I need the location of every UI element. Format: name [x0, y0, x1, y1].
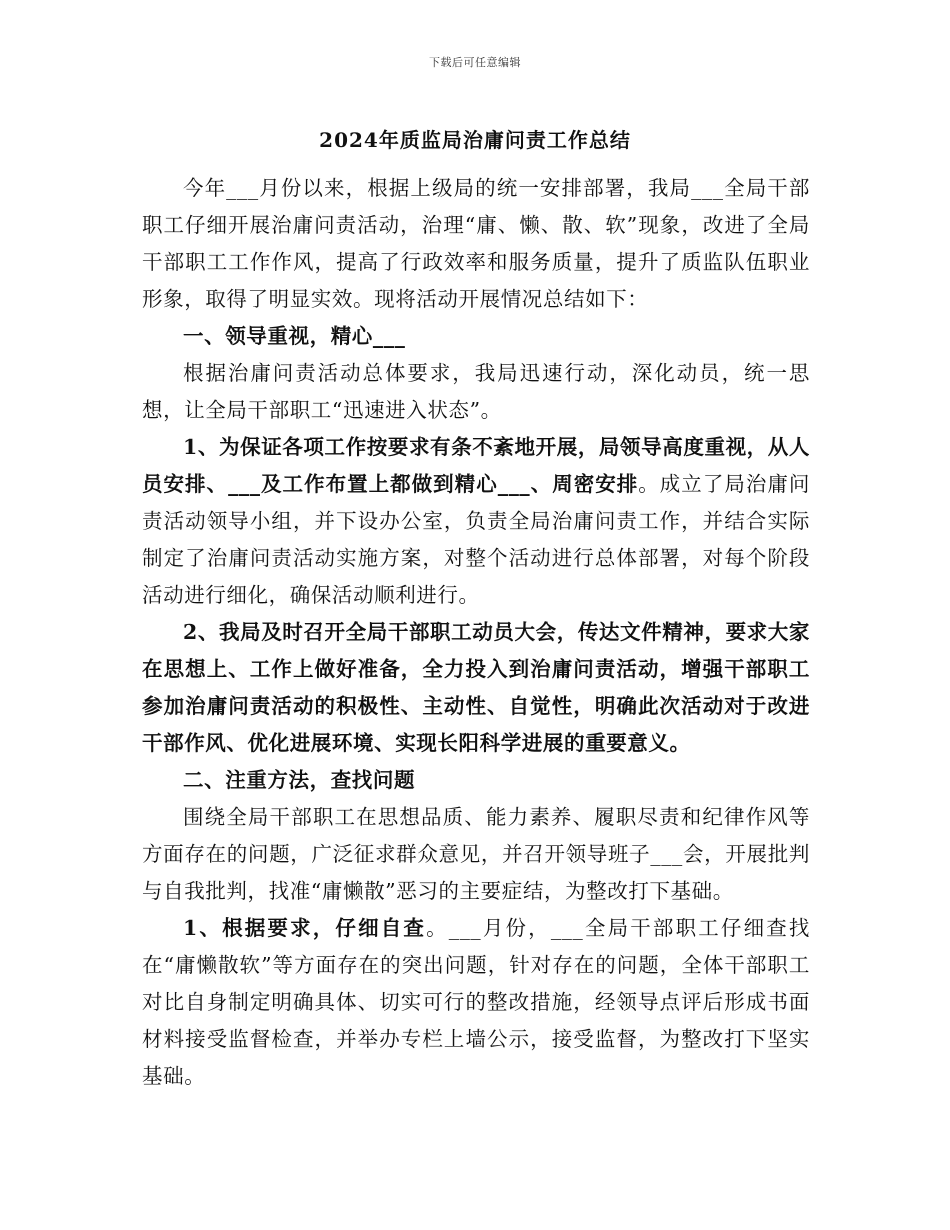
paragraph-text: 根据治庸问责活动总体要求，我局迅速行动，深化动员，统一思想，让全局干部职工“迅速进入状态”。 — [142, 361, 810, 422]
paragraph-text: 。___月份，___全局干部职工仔细查找在“庸懒散软”等方面存在的突出问题，针对存在的问题，全体干部职工对比自身制定明确具体、切实可行的整改措施，经领导点评后形成书面材料接受监督检查，并举办专栏上墙公示，接受监督，为整改打下坚实基础。 — [142, 916, 810, 1088]
section-heading-text: 一、领导重视，精心___ — [183, 324, 406, 348]
paragraph-text: 围绕全局干部职工在思想品质、能力素养、履职尽责和纪律作风等方面存在的问题，广泛征求群众意见，并召开领导班子___会，开展批判与自我批判，找准“庸懒散”恶习的主要症结，为整改打下基础。 — [142, 805, 810, 903]
body-paragraph — [142, 614, 810, 762]
paragraph-lead-bold: 2、我局及时召开全局干部职工动员大会，传达文件精神，要求大家在思想上、工作上做好准备，全力投入到治庸问责活动，增强干部职工参加治庸问责活动的积极性、主动性、自觉性，明确此次活动对于改进干部作风、优化进展环境、实现长阳科学进展的重要意义。 — [142, 620, 810, 755]
paragraph-lead-bold: 1、根据要求，仔细自查 — [183, 916, 427, 940]
body-paragraph — [142, 910, 810, 1095]
intro-paragraph — [142, 170, 810, 318]
section-heading-text: 二、注重方法，查找问题 — [183, 768, 416, 792]
document-body — [142, 170, 810, 1095]
body-paragraph — [142, 799, 810, 910]
intro-text: 今年___月份以来，根据上级局的统一安排部署，我局___全局干部职工仔细开展治庸问责活动，治理“庸、懒、散、软”现象，改进了全局干部职工工作作风，提高了行政效率和服务质量，提升了质监队伍职业形象，取得了明显实效。现将活动开展情况总结如下： — [142, 176, 810, 311]
paragraph-text: 。成立了局治庸问责活动领导小组，并下设办公室，负责全局治庸问责工作，并结合实际制定了治庸问责活动实施方案，对整个活动进行总体部署，对每个阶段活动进行细化，确保活动顺利进行。 — [142, 472, 810, 607]
document-title: 2024年质监局治庸问责工作总结 — [319, 128, 631, 152]
paragraph-lead-bold: 1、为保证各项工作按要求有条不紊地开展，局领导高度重视，从人员安排、___及工作布置上都做到精心___、周密安排 — [142, 435, 810, 496]
header-note: 下载后可任意编辑 — [429, 56, 521, 69]
body-paragraph — [142, 429, 810, 614]
section-heading-2 — [142, 762, 810, 799]
body-paragraph — [142, 355, 810, 429]
section-heading-1 — [142, 318, 810, 355]
